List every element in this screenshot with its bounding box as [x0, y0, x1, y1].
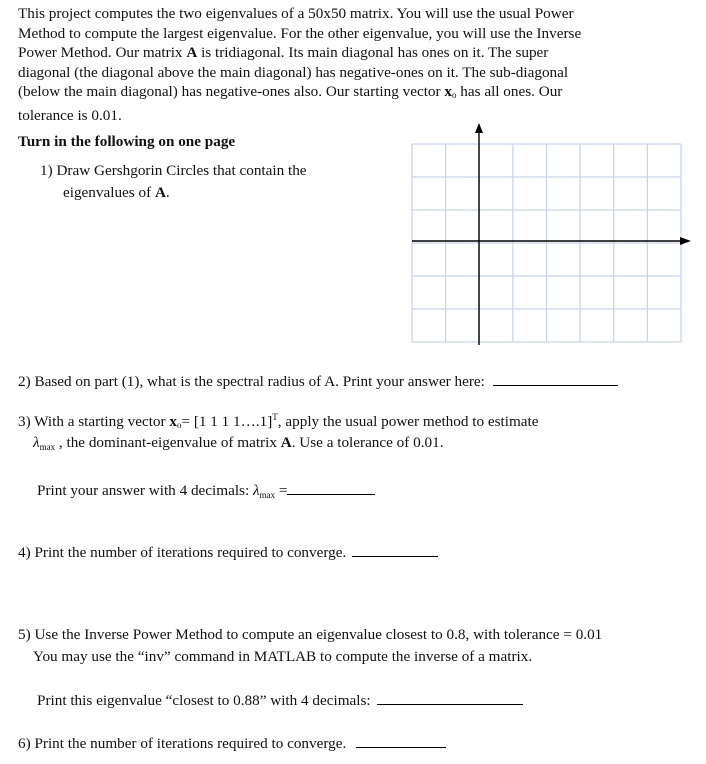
intro-line: Power Method. Our matrix A is tridiagonal. Its main diagonal has ones on it. The super	[18, 44, 549, 61]
answer-blank-inverse-eigenvalue[interactable]	[377, 690, 523, 705]
x-axis-arrow-icon	[680, 237, 691, 245]
answer-blank-iterations-inverse[interactable]	[356, 733, 446, 748]
intro-line: tolerance is 0.01.	[18, 106, 122, 124]
gershgorin-graph-grid[interactable]	[409, 120, 699, 345]
answer-blank-lambda-max[interactable]	[287, 480, 375, 495]
answer-blank-spectral-radius[interactable]	[493, 371, 618, 386]
question-5-line2: You may use the “inv” command in MATLAB to compute the inverse of a matrix.	[33, 648, 533, 665]
turn-in-heading: Turn in the following on one page	[18, 133, 236, 150]
question-3-line1: 3) With a starting vector $x_o= [1$ 1 1 1….1]$^T$, apply the usual power method to estimate	[18, 412, 539, 431]
intro-line: diagonal (the diagonal above the main diagonal) has negative-ones on it. The sub-diagonal	[18, 63, 569, 81]
question-3-print: Print your answer with 4 decimals: λmax =	[37, 480, 375, 500]
answer-blank-iterations-power[interactable]	[352, 542, 438, 557]
intro-paragraph	[18, 4, 581, 125]
grid-lines	[412, 144, 681, 342]
question-5-line1: 5) Use the Inverse Power Method to compute an eigenvalue closest to 0.8, with tolerance = 0.01	[18, 626, 603, 643]
question-2: 2) Based on part (1), what is the spectral radius of A. Print your answer here:	[18, 371, 618, 391]
y-axis-arrow-icon	[475, 123, 483, 133]
question-6: 6) Print the number of iterations required to converge.	[18, 733, 446, 753]
question-1-line1: 1) Draw Gershgorin Circles that contain the	[40, 162, 307, 179]
intro-line: Method to compute the largest eigenvalue. For the other eigenvalue, you will use the Inverse	[18, 24, 582, 42]
question-5-print: Print this eigenvalue “closest to 0.88” with 4 decimals:	[37, 690, 523, 710]
intro-line: (below the main diagonal) has negative-ones also. Our starting vector $x_o$ has all ones. Our	[18, 83, 563, 100]
question-1-line2: eigenvalues of A.	[63, 184, 170, 201]
question-3-line2: λmax , the dominant-eigenvalue of matrix A. Use a tolerance of 0.01.	[33, 434, 444, 452]
intro-line: This project computes the two eigenvalues of a 50x50 matrix. You will use the usual Power	[18, 5, 574, 22]
question-4: 4) Print the number of iterations required to converge.	[18, 542, 438, 562]
